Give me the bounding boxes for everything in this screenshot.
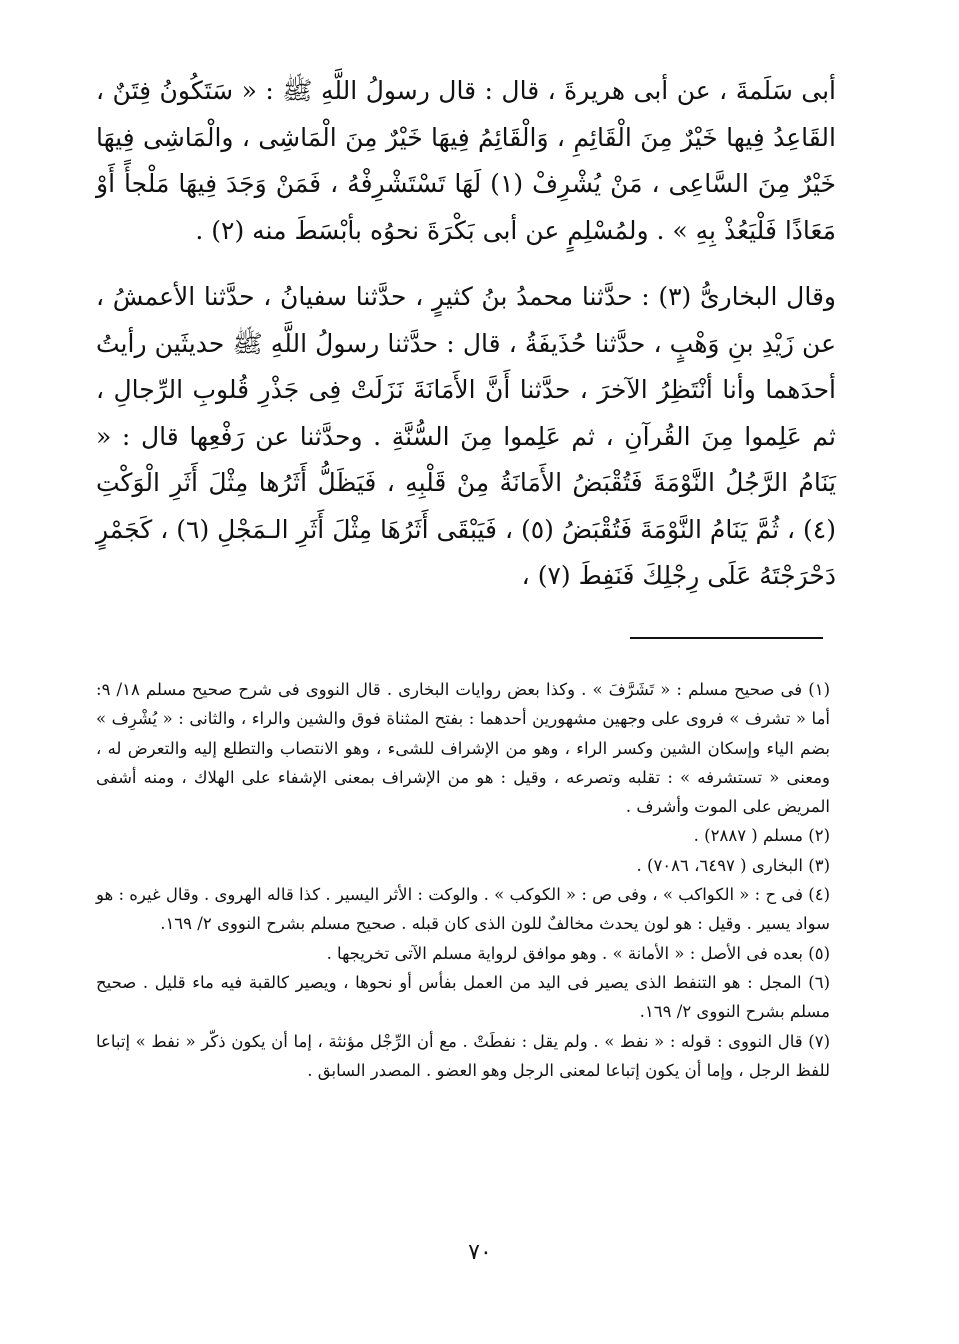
main-paragraph: أبى سَلَمةَ ، عن أبى هريرةَ ، قال : قال رسولُ اللَّهِ ﷺ : « سَتَكُونُ فِتَنٌ ، القَاعِدُ فِيها خَيْرٌ مِنَ الْقَائِمِ ، وَالْقَائِمُ فِيهَا خَيْرٌ مِنَ الْمَاشِى ، والْمَاشِى فِيهَا خَيْرٌ مِنَ السَّاعِى ، مَنْ يُشْرِفْ (١) لَهَا تَسْتَشْرِفْهُ ، فَمَنْ وَجَدَ فِيهَا مَلْجأً أَوْ مَعَاذًا فَلْيَعُذْ بِهِ » . ولمُسْلِمٍ عن أبى بَكْرَةَ نحوُه بأبْسَطَ منه (٢) . bbox=[96, 76, 836, 245]
footnote: (٣) البخارى ( ٦٤٩٧، ٧٠٨٦) . bbox=[636, 855, 830, 875]
main-paragraph: وقال البخارىُّ (٣) : حدَّثنا محمدُ بنُ كثيرٍ ، حدَّثنا سفيانُ ، حدَّثنا الأعمشُ ، عن زَيْدِ بنِ وَهْبٍ ، حدَّثنا حُذَيفَةُ ، قال : حدَّثنا رسولُ اللَّهِ ﷺ حديثَين رأيتُ أحدَهما وأنا أنْتَظِرُ الآخرَ ، حدَّثنا أَنَّ الأَمَانَةَ نَزَلَتْ فِى جَذْرِ قُلوبِ الرِّجالِ ، ثم عَلِموا مِنَ القُرآنِ ، ثم عَلِموا مِنَ السُّنَّةِ . وحدَّثنا عن رَفْعِها قال : « يَنَامُ الرَّجُلُ النَّوْمَةَ فَتُقْبَضُ الأَمَانَةُ مِنْ قَلْبِهِ ، فَيَظَلُّ أَثَرُها مِثْلَ أَثَرِ الْوَكْتِ (٤) ، ثُمَّ يَنَامُ النَّوْمَةَ فَتُقْبَضُ (٥) ، فَيَبْقَى أَثَرُهَا مِثْلَ أَثَرِ الـمَجْلِ (٦) ، كَجَمْرٍ دَحْرَجْتَهُ عَلَى رِجْلِكَ فَنَفِطَ (٧) ، bbox=[96, 282, 836, 590]
footnote: (٢) مسلم ( ٢٨٨٧) . bbox=[693, 826, 830, 846]
footnote-separator bbox=[630, 637, 823, 639]
footnote: (٤) فى ح : « الكواكب » ، وفى ص : « الكوكب » . والوكت : الأثر اليسير . كذا قاله الهروى . وقال غيره : هو سواد يسير . وقيل : هو لون يحدث مخالفٌ للون الذى كان قبله . صحيح مسلم بشرح النووى ٢/ ١٦٩. bbox=[96, 885, 830, 934]
page-number: ٧٠ bbox=[468, 1240, 492, 1265]
footnote: (١) فى صحيح مسلم : « تَشَرَّفَ » . وكذا بعض روايات البخارى . قال النووى فى شرح صحيح مسلم ١٨/ ٩: أما « تشرف » فروى على وجهين مشهورين أحدهما : بفتح المثناة فوق والشين والراء ، والثانى : « يُشْرِف » بضم الياء وإسكان الشين وكسر الراء ، وهو من الإشراف للشىء ، وهو الانتصاب والتطلع إليه والتعرض له ، ومعنى « تستشرفه » : تقلبه وتصرعه ، وقيل : هو من الإشراف بمعنى الإشفاء على الهلاك ، ومنه أشفى المريض على الموت وأشرف . bbox=[96, 680, 830, 817]
main-text bbox=[96, 68, 836, 600]
footnote: (٥) بعده فى الأصل : « الأمانة » . وهو موافق لرواية مسلم الآتى تخريجها . bbox=[326, 943, 830, 963]
footnote: (٦) المجل : هو التنفط الذى يصير فى اليد من العمل بفأس أو نحوها ، ويصير كالقبة فيه ماء قليل . صحيح مسلم بشرح النووى ٢/ ١٦٩. bbox=[96, 972, 830, 1022]
footnotes bbox=[96, 675, 830, 1085]
footnote: (٧) قال النووى : قوله : « نفط » . ولم يقل : نفطَتْ . مع أن الرِّجْل مؤنثة ، إما أن يكون ذكّر « نفط » إتباعا للفظ الرجل ، وإما أن يكون إتباعا لمعنى الرجل وهو العضو . المصدر السابق . bbox=[96, 1031, 830, 1080]
